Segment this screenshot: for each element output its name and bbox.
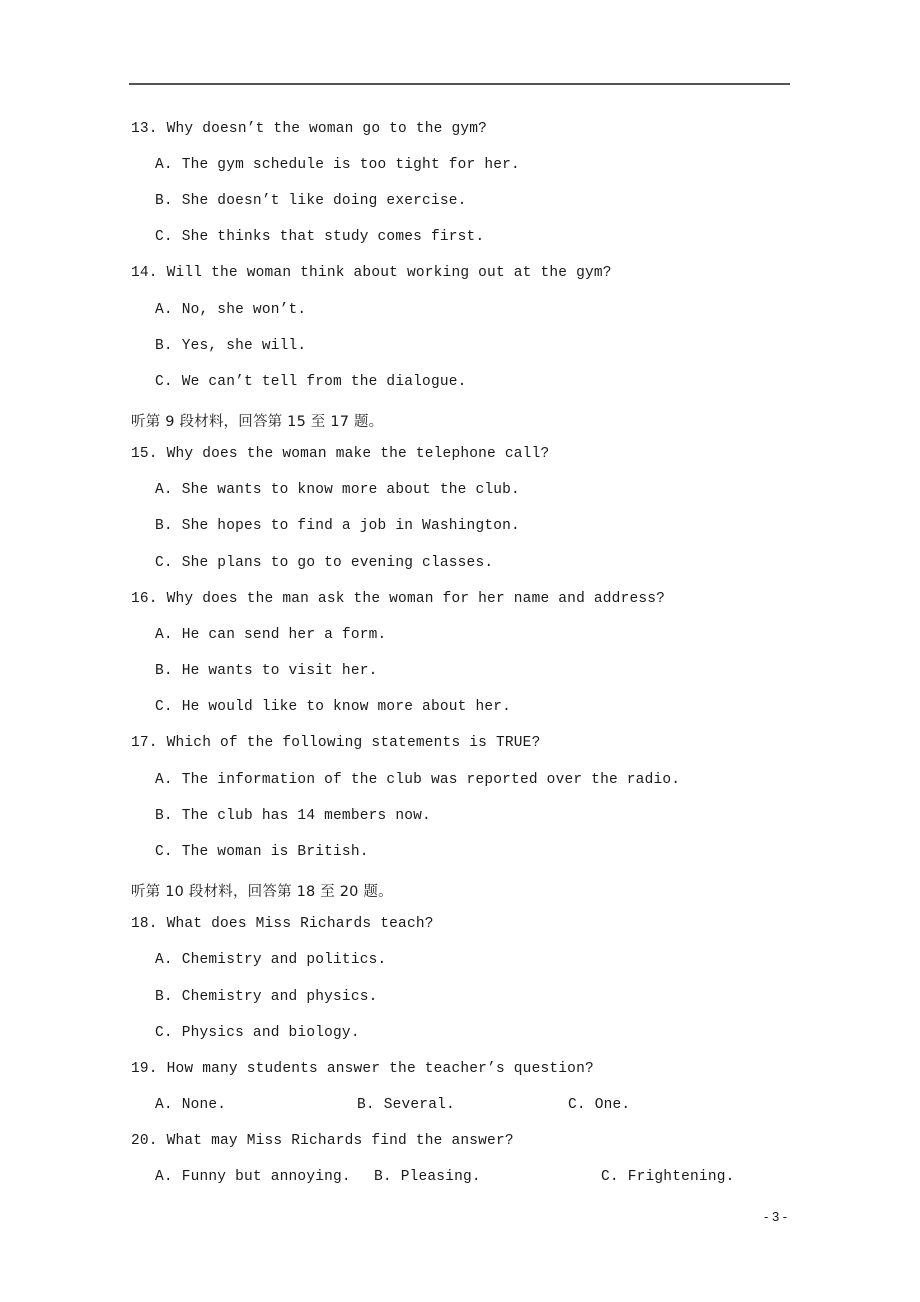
option-19a: A. None. [155,1097,227,1113]
option-13a: A. The gym schedule is too tight for her. [155,157,520,173]
option-14b: B. Yes, she will. [155,338,307,354]
option-15c: C. She plans to go to evening classes. [155,555,494,571]
question-13: 13. Why doesn’t the woman go to the gym? [131,121,488,137]
option-19c: C. One. [568,1097,631,1113]
option-16b: B. He wants to visit her. [155,663,378,679]
option-20b: B. Pleasing. [374,1169,481,1185]
option-14a: A. No, she won’t. [155,302,307,318]
option-16a: A. He can send her a form. [155,627,387,643]
option-20a: A. Funny but annoying. [155,1169,351,1185]
option-16c: C. He would like to know more about her. [155,699,512,715]
page-number: - 3 - [764,1209,788,1224]
question-14: 14. Will the woman think about working out at the gym? [131,265,612,281]
option-15b: B. She hopes to find a job in Washington. [155,518,520,534]
question-16: 16. Why does the man ask the woman for her name and address? [131,591,666,607]
question-19: 19. How many students answer the teacher’s question? [131,1061,594,1077]
question-17: 17. Which of the following statements is TRUE? [131,735,541,751]
option-17a: A. The information of the club was reported over the radio. [155,772,681,788]
option-18c: C. Physics and biology. [155,1025,360,1041]
option-14c: C. We can’t tell from the dialogue. [155,374,467,390]
option-18b: B. Chemistry and physics. [155,989,378,1005]
header-rule [129,83,790,85]
section-instruction-10: 听第 10 段材料，回答第 18 至 20 题。 [131,884,393,900]
section-instruction-9: 听第 9 段材料，回答第 15 至 17 题。 [131,414,384,430]
option-17c: C. The woman is British. [155,844,369,860]
option-17b: B. The club has 14 members now. [155,808,431,824]
option-18a: A. Chemistry and politics. [155,952,387,968]
option-19b: B. Several. [357,1097,455,1113]
question-20: 20. What may Miss Richards find the answer? [131,1133,514,1149]
question-18: 18. What does Miss Richards teach? [131,916,434,932]
option-13c: C. She thinks that study comes first. [155,229,485,245]
option-13b: B. She doesn’t like doing exercise. [155,193,467,209]
option-15a: A. She wants to know more about the club. [155,482,520,498]
option-20c: C. Frightening. [601,1169,735,1185]
question-15: 15. Why does the woman make the telephone call? [131,446,550,462]
